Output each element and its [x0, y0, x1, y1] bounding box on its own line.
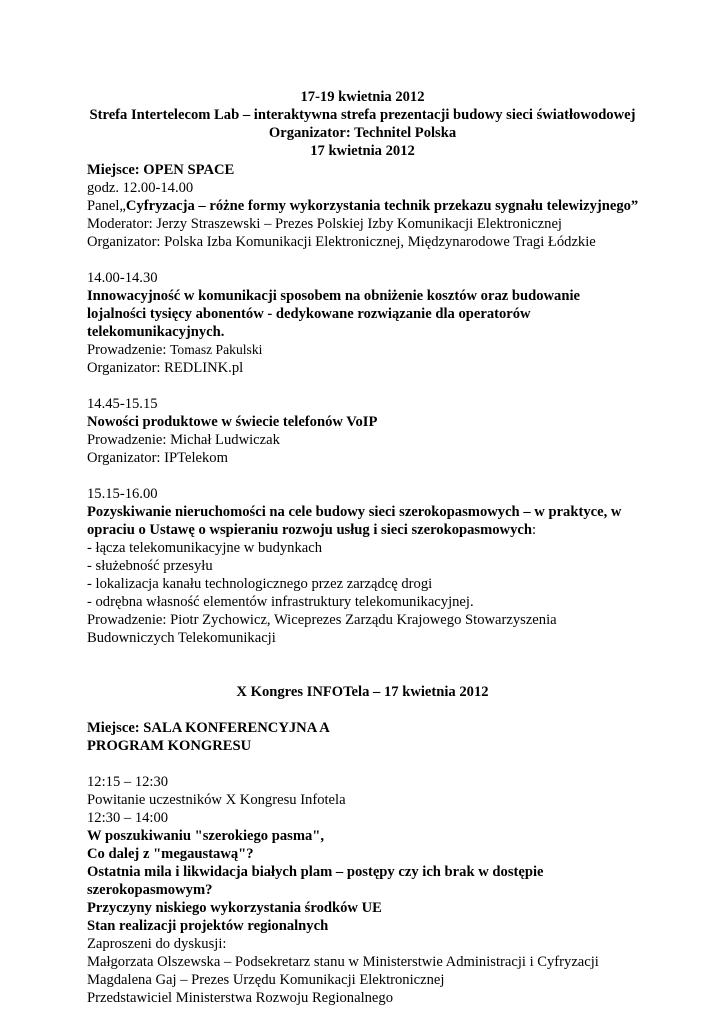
zone-title: Strefa Intertelecom Lab – interaktywna strefa prezentacji budowy sieci światłowodowej — [89, 107, 636, 123]
debate-topic: W poszukiwaniu "szerokiego pasma", — [87, 828, 325, 844]
session3-time: 15.15-16.00 — [87, 486, 158, 502]
panel-prefix: Panel„ — [87, 198, 126, 214]
session1-title-line: lojalności tysięcy abonentów - dedykowane rozwiązanie dla operatorów — [87, 306, 531, 322]
zone-organizer: Organizator: Technitel Polska — [268, 125, 457, 141]
day-heading: 17 kwietnia 2012 — [310, 143, 415, 159]
panel-moderator: Moderator: Jerzy Straszewski – Prezes Polskiej Izby Komunikacji Elektronicznej — [87, 216, 562, 232]
session1-host-label: Prowadzenie: — [87, 342, 171, 358]
session2-host: Prowadzenie: Michał Ludwiczak — [87, 432, 280, 448]
congress-place: Miejsce: SALA KONFERENCYJNA A — [87, 720, 330, 736]
session2-title: Nowości produktowe w świecie telefonów VoIP — [87, 414, 378, 430]
congress-program-heading: PROGRAM KONGRESU — [87, 738, 252, 754]
invited-person: Małgorzata Olszewska – Podsekretarz stanu w Ministerstwie Administracji i Cyfryzacji — [87, 954, 599, 970]
invited-person: Magdalena Gaj – Prezes Urzędu Komunikacji Elektronicznej — [87, 972, 445, 988]
debate-time: 12:30 – 14:00 — [87, 810, 169, 826]
session1-host — [87, 341, 262, 359]
session3-list-item: - służebność przesyłu — [87, 558, 213, 574]
session3-title-line1: Pozyskiwanie nieruchomości na cele budowy sieci szerokopasmowych – w praktyce, w — [87, 504, 622, 520]
session1-title-line: telekomunikacyjnych. — [87, 324, 225, 340]
debate-topic: szerokopasmowym? — [87, 882, 213, 898]
congress-title: X Kongres INFOTela – 17 kwietnia 2012 — [236, 684, 489, 700]
session3-list-item: - łącza telekomunikacyjne w budynkach — [87, 540, 323, 556]
session1-host-name: Tomasz Pakulski — [170, 342, 263, 357]
welcome-time: 12:15 – 12:30 — [87, 774, 169, 790]
session2-time: 14.45-15.15 — [87, 396, 158, 412]
session3-title-line2 — [87, 521, 536, 539]
session1-organizer: Organizator: REDLINK.pl — [87, 360, 244, 376]
invited-label: Zaproszeni do dyskusji: — [87, 936, 227, 952]
panel-hours: godz. 12.00-14.00 — [87, 180, 194, 196]
session1-time: 14.00-14.30 — [87, 270, 158, 286]
panel-title-text: Cyfryzacja – różne formy wykorzystania technik przekazu sygnału telewizyjnego” — [125, 198, 639, 214]
session3-list-item: - lokalizacja kanału technologicznego przez zarządcę drogi — [87, 576, 433, 592]
event-dates: 17-19 kwietnia 2012 — [300, 89, 425, 105]
session3-host-line1: Prowadzenie: Piotr Zychowicz, Wiceprezes Zarządu Krajowego Stowarzyszenia — [87, 612, 557, 628]
panel-title — [87, 197, 638, 215]
session3-list-item: - odrębna własność elementów infrastruktury telekomunikacyjnej. — [87, 594, 474, 610]
invited-person: Przedstawiciel Ministerstwa Rozwoju Regionalnego — [87, 990, 393, 1006]
debate-topic: Ostatnia mila i likwidacja białych plam – postępy czy ich brak w dostępie — [87, 864, 544, 880]
panel-organizer: Organizator: Polska Izba Komunikacji Elektronicznej, Międzynarodowe Tragi Łódzkie — [87, 234, 596, 250]
open-space-place: Miejsce: OPEN SPACE — [87, 162, 235, 178]
session2-organizer: Organizator: IPTelekom — [87, 450, 228, 466]
debate-topic: Co dalej z "megaustawą"? — [87, 846, 254, 862]
welcome-text: Powitanie uczestników X Kongresu Infotela — [87, 792, 346, 808]
debate-topic: Stan realizacji projektów regionalnych — [87, 918, 329, 934]
session3-title-line2-text: opraciu o Ustawę o wspieraniu rozwoju usług i sieci szerokopasmowych — [87, 522, 532, 538]
session3-host-line2: Budowniczych Telekomunikacji — [87, 630, 276, 646]
debate-topic: Przyczyny niskiego wykorzystania środków UE — [87, 900, 382, 916]
session3-title-colon: : — [531, 522, 537, 538]
session1-title-line: Innowacyjność w komunikacji sposobem na obniżenie kosztów oraz budowanie — [87, 288, 581, 304]
